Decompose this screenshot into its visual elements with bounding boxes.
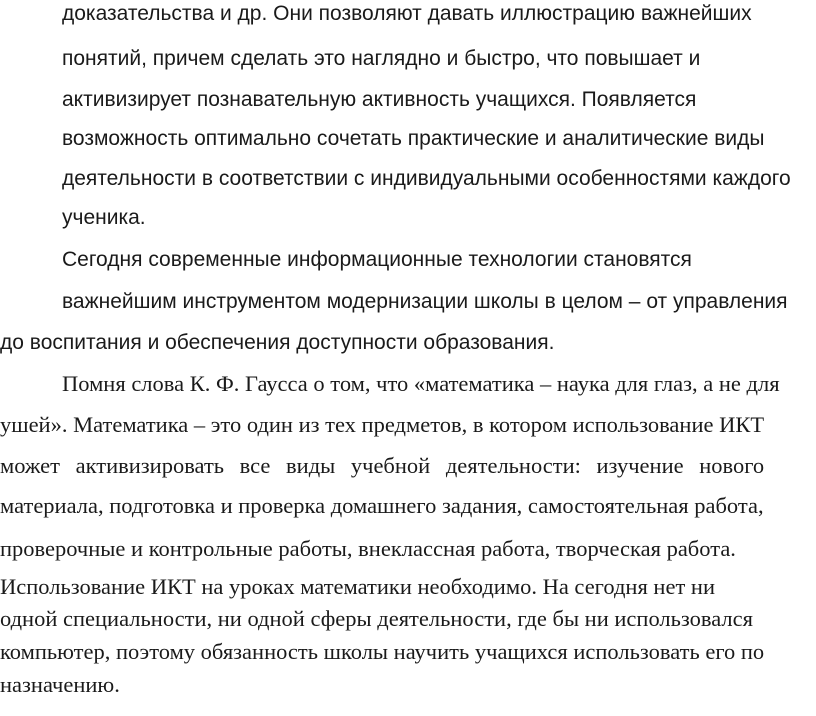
text-line: доказательства и др. Они позволяют давать иллюстрацию важнейших	[62, 2, 752, 25]
text-line: до воспитания и обеспечения доступности образования.	[0, 331, 555, 354]
text-line: одной специальности, ни одной сферы деятельности, где бы ни использовался	[0, 606, 753, 631]
text-line: возможность оптимально сочетать практические и аналитические виды	[62, 127, 765, 150]
text-line: материала, подготовка и проверка домашнего задания, самостоятельная работа,	[0, 493, 764, 518]
text-line: ученика.	[62, 206, 146, 229]
text-line: проверочные и контрольные работы, внеклассная работа, творческая работа.	[0, 536, 736, 561]
text-line: важнейшим инструментом модернизации школы в целом – от управления	[62, 290, 788, 313]
text-line: назначению.	[0, 672, 120, 697]
text-line: Помня слова К. Ф. Гаусса о том, что «математика – наука для глаз, а не для	[62, 371, 780, 396]
text-line: Использование ИКТ на уроках математики необходимо. На сегодня нет ни	[0, 574, 715, 599]
text-line: Сегодня современные информационные технологии становятся	[62, 248, 692, 271]
text-line: деятельности в соответствии с индивидуальными особенностями каждого	[62, 167, 791, 190]
text-line: может активизировать все виды учебной деятельности: изучение нового	[0, 453, 765, 478]
text-line: понятий, причем сделать это наглядно и быстро, что повышает и	[62, 47, 701, 70]
text-line: компьютер, поэтому обязанность школы научить учащихся использовать его по	[0, 639, 765, 664]
text-line: активизирует познавательную активность учащихся. Появляется	[62, 88, 697, 111]
text-line: ушей». Математика – это один из тех предметов, в котором использование ИКТ	[0, 412, 765, 437]
